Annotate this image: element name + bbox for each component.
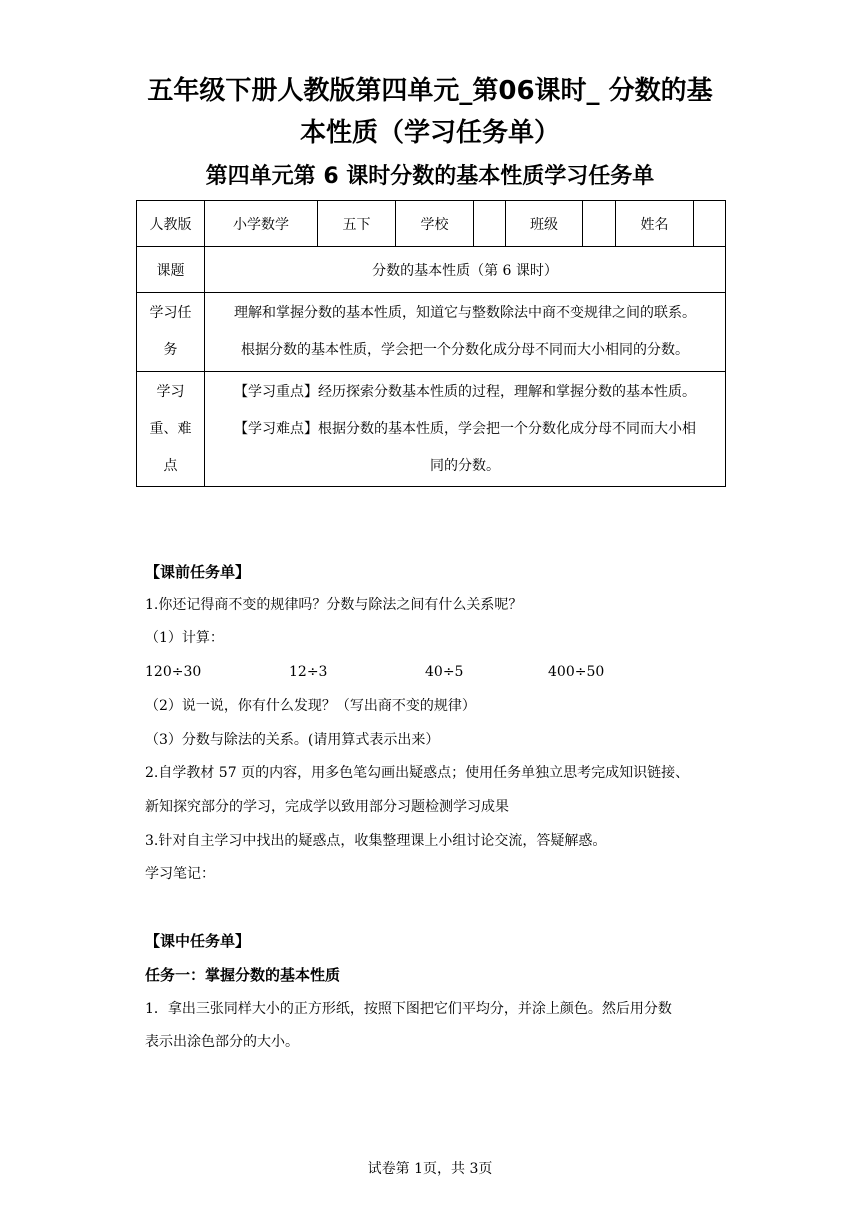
calc-item: 12÷3 <box>289 664 328 680</box>
in-class-heading: 【课中任务单】 <box>145 932 251 950</box>
study-notes-label: 学习笔记： <box>145 866 215 882</box>
pre-q2-line-1: 2.自学教材 57 页的内容，用多色笔勾画出疑惑点；使用任务单独立思考完成知识链接、 <box>145 765 690 781</box>
task-line: 理解和掌握分数的基本性质，知道它与整数除法中商不变规律之间的联系。 <box>234 305 696 321</box>
name-input-cell[interactable] <box>694 201 726 247</box>
focus-label-line: 学习 <box>156 383 185 400</box>
task-label-line: 务 <box>163 342 178 358</box>
table-cell: 五下 <box>318 201 396 247</box>
document-subtitle: 第四单元第 6 课时分数的基本性质学习任务单 <box>205 164 655 189</box>
page-footer: 试卷第 1页，共 3页 <box>367 1161 493 1177</box>
task-content <box>205 293 726 372</box>
task-label-line: 学习任 <box>149 305 192 321</box>
task1-line-1: 1．拿出三张同样大小的正方形纸，按照下图把它们平均分，并涂上颜色。然后用分数 <box>145 1001 672 1017</box>
table-row-focus <box>137 372 726 487</box>
topic-label: 课题 <box>137 247 205 293</box>
table-row-header <box>137 201 726 247</box>
focus-line: 【学习难点】根据分数的基本性质，学会把一个分数化成分母不同而大小相 <box>234 420 696 437</box>
pre-q1-2: （2）说一说，你有什么发现？（写出商不变的规律） <box>145 698 476 714</box>
calc-item: 40÷5 <box>425 664 464 680</box>
pre-q1-1: （1）计算： <box>145 630 224 646</box>
table-cell: 班级 <box>506 201 583 247</box>
table-row-topic <box>137 247 726 293</box>
class-input-cell[interactable] <box>583 201 616 247</box>
calc-item: 400÷50 <box>548 664 605 680</box>
table-cell: 学校 <box>396 201 474 247</box>
title-line-2: 本性质（学习任务单） <box>299 118 560 148</box>
focus-content <box>205 372 726 487</box>
table-cell: 姓名 <box>616 201 694 247</box>
calc-item: 120÷30 <box>145 664 202 680</box>
table-cell: 人教版 <box>137 201 205 247</box>
focus-line: 同的分数。 <box>430 457 500 474</box>
info-table <box>136 200 726 487</box>
focus-line: 【学习重点】经历探索分数基本性质的过程，理解和掌握分数的基本性质。 <box>234 383 696 400</box>
task-line: 根据分数的基本性质，学会把一个分数化成分母不同而大小相同的分数。 <box>241 342 689 358</box>
task-label <box>137 293 205 372</box>
pre-q1: 1.你还记得商不变的规律吗？分数与除法之间有什么关系呢？ <box>145 597 523 613</box>
task1-title: 任务一：掌握分数的基本性质 <box>145 966 341 984</box>
table-row-task <box>137 293 726 372</box>
pre-class-heading: 【课前任务单】 <box>145 563 251 581</box>
title-line-1: 五年级下册人教版第四单元_第06课时_ 分数的基 <box>147 76 713 106</box>
school-input-cell[interactable] <box>474 201 506 247</box>
pre-q3: 3.针对自主学习中找出的疑惑点，收集整理课上小组讨论交流，答疑解惑。 <box>145 833 607 849</box>
pre-q2-line-2: 新知探究部分的学习，完成学以致用部分习题检测学习成果 <box>145 799 509 815</box>
document-title <box>100 70 760 154</box>
table-cell: 小学数学 <box>205 201 318 247</box>
topic-value: 分数的基本性质（第 6 课时） <box>205 247 726 293</box>
pre-q1-3: （3）分数与除法的关系。(请用算式表示出来） <box>145 732 440 748</box>
focus-label-line: 重、难 <box>149 420 192 437</box>
focus-label-line: 点 <box>163 457 178 474</box>
focus-label <box>137 372 205 487</box>
task1-line-2: 表示出涂色部分的大小。 <box>145 1034 299 1050</box>
